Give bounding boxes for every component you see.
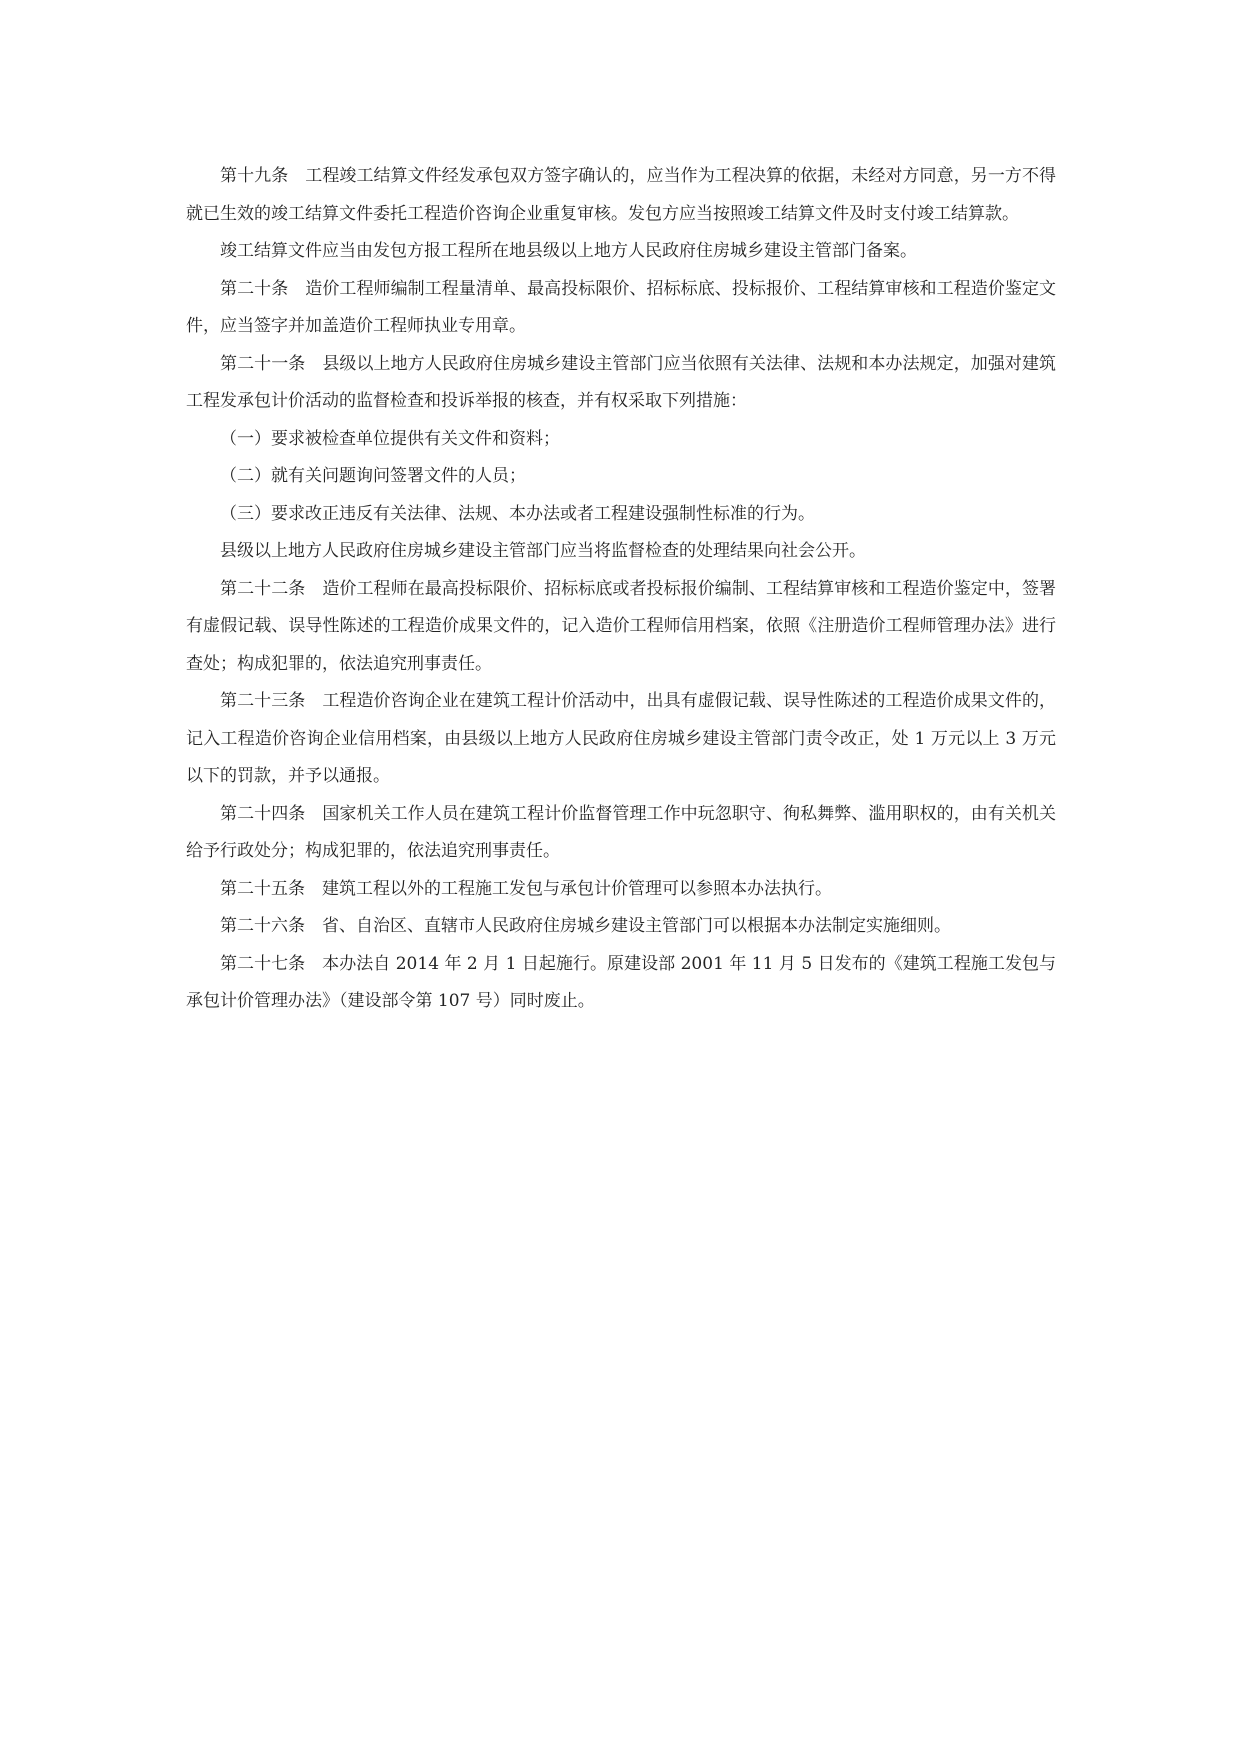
- paragraph-article-25: [186, 871, 1056, 909]
- article-number: 第二十六条: [220, 916, 305, 936]
- paragraph-text: 造价工程师编制工程量清单、最高投标限价、招标标底、投标报价、工程结算审核和工程造价鉴定文件，应当签字并加盖造价工程师执业专用章。: [186, 278, 1057, 336]
- paragraph-text: 国家机关工作人员在建筑工程计价监督管理工作中玩忽职守、徇私舞弊、滥用职权的，由有关机关给予行政处分；构成犯罪的，依法追究刑事责任。: [186, 803, 1057, 861]
- article-number: 第二十条: [220, 278, 289, 299]
- article-number: 第二十二条: [220, 578, 306, 599]
- paragraph-disclosure: [186, 533, 1056, 571]
- paragraph-article-19: [186, 158, 1056, 233]
- list-item-1: [186, 421, 1056, 459]
- paragraph-article-23: [186, 683, 1056, 796]
- paragraph-article-21: [186, 346, 1056, 421]
- article-number: 第二十一条: [220, 353, 306, 374]
- paragraph-filing: [186, 233, 1056, 271]
- article-number: 第十九条: [220, 166, 289, 186]
- paragraph-text: 省、自治区、直辖市人民政府住房城乡建设主管部门可以根据本办法制定实施细则。: [322, 916, 951, 936]
- paragraph-article-24: [186, 796, 1056, 871]
- document-page: [186, 158, 1056, 1021]
- article-number: 第二十五条: [220, 878, 305, 899]
- list-item-text: （二）就有关问题询问签署文件的人员；: [220, 466, 526, 486]
- paragraph-text: 竣工结算文件应当由发包方报工程所在地县级以上地方人民政府住房城乡建设主管部门备案。: [220, 241, 917, 261]
- paragraph-text: 建筑工程以外的工程施工发包与承包计价管理可以参照本办法执行。: [322, 878, 832, 899]
- paragraph-article-22: [186, 571, 1056, 684]
- paragraph-article-26: [186, 908, 1056, 946]
- paragraph-text: 造价工程师在最高投标限价、招标标底或者投标报价编制、工程结算审核和工程造价鉴定中，签署有虚假记载、误导性陈述的工程造价成果文件的，记入造价工程师信用档案，依照《注册造价工程师管理办法》进行查处；构成犯罪的，依法追究刑事责任。: [186, 578, 1057, 674]
- list-item-3: [186, 496, 1056, 534]
- paragraph-text: 本办法自 2014 年 2 月 1 日起施行。原建设部 2001 年 11 月 5 日发布的《建筑工程施工发包与承包计价管理办法》（建设部令第 107 号）同时废止。: [186, 953, 1057, 1011]
- article-number: 第二十三条: [220, 691, 306, 711]
- list-item-text: （三）要求改正违反有关法律、法规、本办法或者工程建设强制性标准的行为。: [220, 503, 815, 524]
- list-item-text: （一）要求被检查单位提供有关文件和资料；: [220, 428, 560, 449]
- article-number: 第二十四条: [220, 803, 306, 824]
- paragraph-article-27: [186, 946, 1056, 1021]
- article-number: 第二十七条: [220, 953, 306, 974]
- paragraph-text: 县级以上地方人民政府住房城乡建设主管部门应当将监督检查的处理结果向社会公开。: [220, 541, 866, 561]
- list-item-2: [186, 458, 1056, 496]
- paragraph-text: 工程竣工结算文件经发承包双方签字确认的，应当作为工程决算的依据，未经对方同意，另一方不得就已生效的竣工结算文件委托工程造价咨询企业重复审核。发包方应当按照竣工结算文件及时支付竣工结算款。: [186, 166, 1057, 224]
- paragraph-text: 工程造价咨询企业在建筑工程计价活动中，出具有虚假记载、误导性陈述的工程造价成果文件的，记入工程造价咨询企业信用档案，由县级以上地方人民政府住房城乡建设主管部门责令改正，处 1 万元以上 3 万元以下的罚款，并予以通报。: [186, 691, 1057, 786]
- paragraph-text: 县级以上地方人民政府住房城乡建设主管部门应当依照有关法律、法规和本办法规定，加强对建筑工程发承包计价活动的监督检查和投诉举报的核查，并有权采取下列措施：: [186, 353, 1057, 411]
- paragraph-article-20: [186, 271, 1056, 346]
